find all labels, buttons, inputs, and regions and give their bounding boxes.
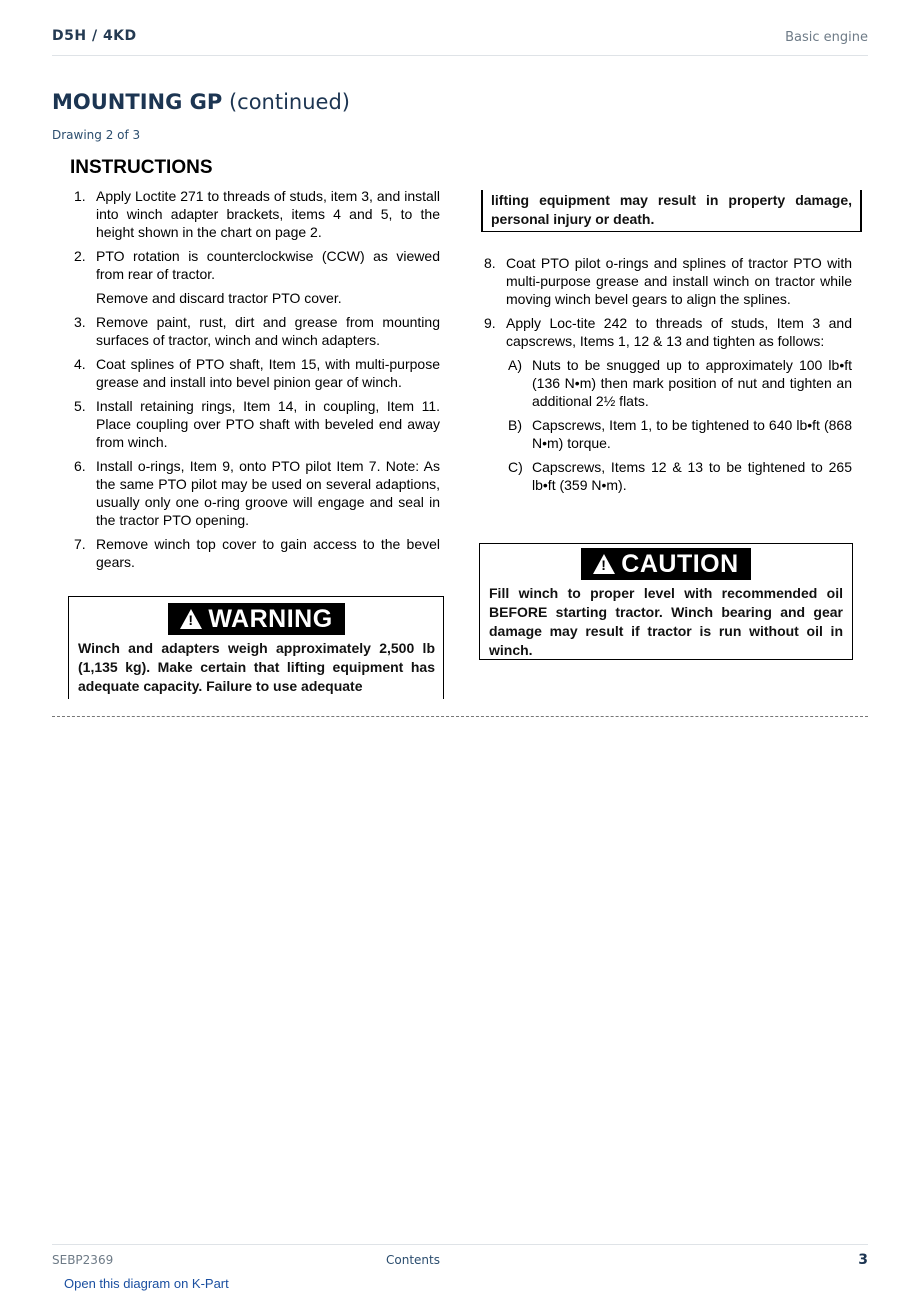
page-title [52,90,350,114]
caution-text: Fill winch to proper level with recommended oil BEFORE starting tractor. Winch bearing and gear damage may result if tractor is run without oil in winch. [489,585,843,658]
instruction-note: Remove and discard tractor PTO cover. [96,290,342,306]
warning-box [68,596,444,699]
instruction-step: 5. Install retaining rings, Item 14, in coupling, Item 11. Place coupling over PTO shaft with beveled end away from winch. [74,398,440,450]
content-end-divider [52,716,868,717]
header-divider [52,55,868,56]
caution-triangle-icon [593,554,615,574]
instruction-step: 1. Apply Loctite 271 to threads of studs, item 3, and install into winch adapter brackets, items 4 and 5, to the height shown in the chart on page 2. [74,188,440,240]
warning-label: WARNING [208,605,333,633]
document-number: SEBP2369 [52,1253,114,1267]
caution-box [479,543,853,660]
instruction-step: 4. Coat splines of PTO shaft, Item 15, with multi-purpose grease and install into bevel pinion gear of winch. [74,356,440,390]
instructions-left-column [72,187,440,577]
footer-divider [52,1244,868,1245]
warning-text: Winch and adapters weigh approximately 2,500 lb (1,135 kg). Make certain that lifting equipment has adequate capacity. Failure to use adequate [78,640,435,694]
instruction-substep: B) Capscrews, Item 1, to be tightened to 640 lb•ft (868 N•m) torque. [508,417,852,451]
warning-continued-text: lifting equipment may result in property damage, personal injury or death. [491,192,852,227]
section-label: Basic engine [785,30,868,45]
instructions-heading: INSTRUCTIONS [70,157,213,178]
instruction-substep: A) Nuts to be snugged up to approximately 100 lb•ft (136 N•m) then mark position of nut and tighten an additional 2½ flats. [508,357,852,409]
warning-continued-box [481,190,862,232]
page-number: 3 [858,1252,868,1268]
instruction-step: 7. Remove winch top cover to gain access to the bevel gears. [74,536,440,570]
warning-triangle-icon [180,609,202,629]
drawing-label: Drawing 2 of 3 [52,128,141,142]
title-suffix: (continued) [222,90,350,114]
instruction-substep: C) Capscrews, Items 12 & 13 to be tightened to 265 lb•ft (359 N•m). [508,459,852,493]
caution-label: CAUTION [621,550,739,578]
instructions-right-column [482,254,852,500]
caution-banner [489,548,843,580]
instruction-step: 6. Install o-rings, Item 9, onto PTO pilot Item 7. Note: As the same PTO pilot may be used on several adaptions, usually only one o-ring groove will engage and seal in the tractor PTO opening. [74,458,440,528]
warning-banner [78,603,435,635]
model-label: D5H / 4KD [52,28,137,44]
contents-link[interactable]: Contents [386,1253,440,1267]
instruction-step: 2. PTO rotation is counterclockwise (CCW) as viewed from rear of tractor. [74,248,440,282]
instruction-step: 3. Remove paint, rust, dirt and grease from mounting surfaces of tractor, winch and winch adapters. [74,314,440,348]
instruction-step: 8. Coat PTO pilot o-rings and splines of tractor PTO with multi-purpose grease and install winch on tractor while moving winch bevel gears to align the splines. [484,255,852,307]
open-diagram-link[interactable]: Open this diagram on K-Part [64,1276,229,1291]
title-main: MOUNTING GP [52,90,223,114]
instruction-step: 9. Apply Loc-tite 242 to threads of studs, Item 3 and capscrews, Items 1, 12 & 13 and tighten as follows: [484,315,852,349]
